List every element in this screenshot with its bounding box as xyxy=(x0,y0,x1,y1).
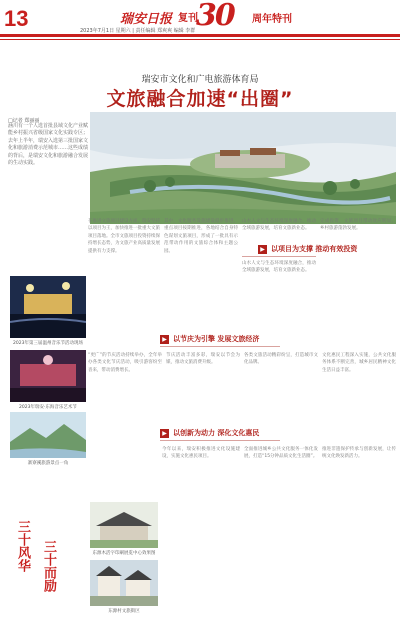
cultural-street-photo xyxy=(90,560,158,606)
concert-photo xyxy=(10,276,86,338)
section-title: 以节庆为引擎 发展文旅经济 xyxy=(173,335,260,343)
date-info: 2023年7月1日 星期六 | 责任编辑 郑爽爽 编辑 李群 xyxy=(80,28,196,34)
section-heading-1 xyxy=(258,244,357,254)
masthead-bar xyxy=(0,34,400,37)
section-title: 以创新为动力 深化文化惠民 xyxy=(173,429,260,437)
edition-tag: 复刊 xyxy=(178,13,198,24)
body-column-3b: 山水人文与生态环境深度融合，推动全域旅游发展，培育文旅新业态。 xyxy=(242,261,316,274)
article-subhead: 瑞安市文化和广电旅游体育局 xyxy=(141,75,259,85)
anniversary-number: 30 xyxy=(196,0,234,33)
section-title: 以项目为支撑 推动有效投资 xyxy=(271,245,358,253)
body-column-5: “更广”的节庆活动持续举办，全年举办各类文化节庆活动，吸引游客纷至沓来，带动消费增长。 xyxy=(88,353,162,373)
slogan-calligraphy-2: 三十而励 xyxy=(41,540,56,592)
slogan-calligraphy-1: 三十风华 xyxy=(15,520,30,572)
body-column-9: 今年以来，瑞安积极推进文化设施建设，实施文化惠民项目。 xyxy=(162,447,240,460)
lead-text: 涵川有一个人选首批县域文化产业赋能乡村振兴省级国家文化实践专区；去年上半年，瑞安入选第三批国家文化和旅游消费示范城市……这些成绩的背后，是瑞安文化和旅游融合发展的生动实践。 xyxy=(8,123,89,167)
body-column-4: 完成投资，文旅项目带动效应明显，乡村旅游蓬勃发展。 xyxy=(320,219,396,232)
scenic-spot-photo xyxy=(10,412,86,458)
page-number: 13 xyxy=(4,6,29,31)
photo-caption-3: 寨寮溪旅游景点一角 xyxy=(27,461,69,466)
arrow-icon: ▶ xyxy=(160,335,169,344)
masthead-rule xyxy=(0,39,400,40)
body-column-2: 其中，文化服务设施建设稳步推进，重点项目按期推进，各地结合自身特色谋划文旅项目，形成了一批具有示范带动作用的文旅综合体和主题公园。 xyxy=(164,219,238,254)
photo-caption-1: 2023年第三届温州音乐节活动现场 xyxy=(13,341,83,346)
body-column-8: 文化惠民工程深入实施，公共文化服务体系不断完善，城乡居民精神文化生活日益丰富。 xyxy=(322,353,396,373)
printing-center-rendering xyxy=(90,502,158,548)
section-rule xyxy=(242,256,316,257)
arrow-icon: ▶ xyxy=(160,429,169,438)
music-festival-photo xyxy=(10,350,86,402)
body-column-11: 推进非遗保护传承与创新发展，让传统文化焕发新活力。 xyxy=(322,447,396,460)
photo-caption-5: 东源村文旅街区 xyxy=(108,609,140,614)
section-heading-3 xyxy=(160,428,259,438)
section-heading-2 xyxy=(160,334,259,344)
arrow-icon: ▶ xyxy=(258,245,267,254)
body-column-7: 各类文旅活动精彩纷呈，打造城市文化品牌。 xyxy=(244,353,318,366)
photo-caption-2: 2023年瑞安·东海音乐艺术节 xyxy=(19,405,77,410)
body-column-1: 在推进文旅项目建设方面，瑞安坚持以项目为王，加快推进一批重大文旅项目落地。全市文旅项目投资持续保持增长态势，为文旅产业高质量发展提供有力支撑。 xyxy=(88,219,160,254)
section-rule xyxy=(160,440,280,441)
byline: □记者 郑丽丽 xyxy=(8,118,40,124)
body-column-3: 山水人文与生态环境深度融合，推动全域旅游发展，培育文旅新业态。 xyxy=(242,219,316,232)
paper-name: 瑞安日报 xyxy=(120,12,173,27)
anniversary-label: 周年特刊 xyxy=(252,14,292,25)
photo-caption-4: 东源木活字印刷展览中心效果图 xyxy=(92,551,156,556)
masthead xyxy=(0,0,400,42)
body-column-6: 节庆活动丰富多彩，瑞安以节会为媒，推动文旅消费升级。 xyxy=(166,353,240,366)
section-rule xyxy=(160,346,280,347)
hero-aerial-photo xyxy=(90,112,396,224)
article-headline: 文旅融合加速“出圈” xyxy=(106,88,294,110)
body-column-10: 全面推进城乡公共文化服务一体化发展，打造“15分钟品质文化生活圈”。 xyxy=(244,447,318,460)
